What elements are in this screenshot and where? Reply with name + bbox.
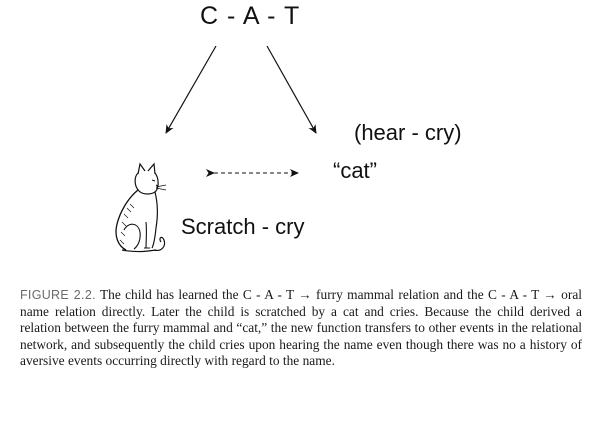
sitting-cat-illustration xyxy=(100,160,180,260)
node-scratch-cry: Scratch - cry xyxy=(181,214,305,239)
node-cat-word: “cat” xyxy=(333,158,377,183)
caption-label: FIGURE 2.2. xyxy=(20,288,96,302)
node-hear-cry: (hear - cry) xyxy=(354,120,462,145)
figure-caption xyxy=(20,287,582,370)
arrow-cat-to-hear-cry xyxy=(267,46,316,133)
node-cat-letters: C - A - T xyxy=(200,2,301,30)
arrow-cat-to-image xyxy=(166,46,216,133)
caption-text: The child has learned the C - A - T → furry mammal relation and the C - A - T → oral name relation directly. Later the child is scratched by a cat and cries. Because the child derived a relation between the furry mammal and “cat,” the new function transfers to other events in the relational network, and subsequently the child cries upon hearing the name even though there was no a history of aversive events occurring directly with regard to the name. xyxy=(20,287,582,368)
